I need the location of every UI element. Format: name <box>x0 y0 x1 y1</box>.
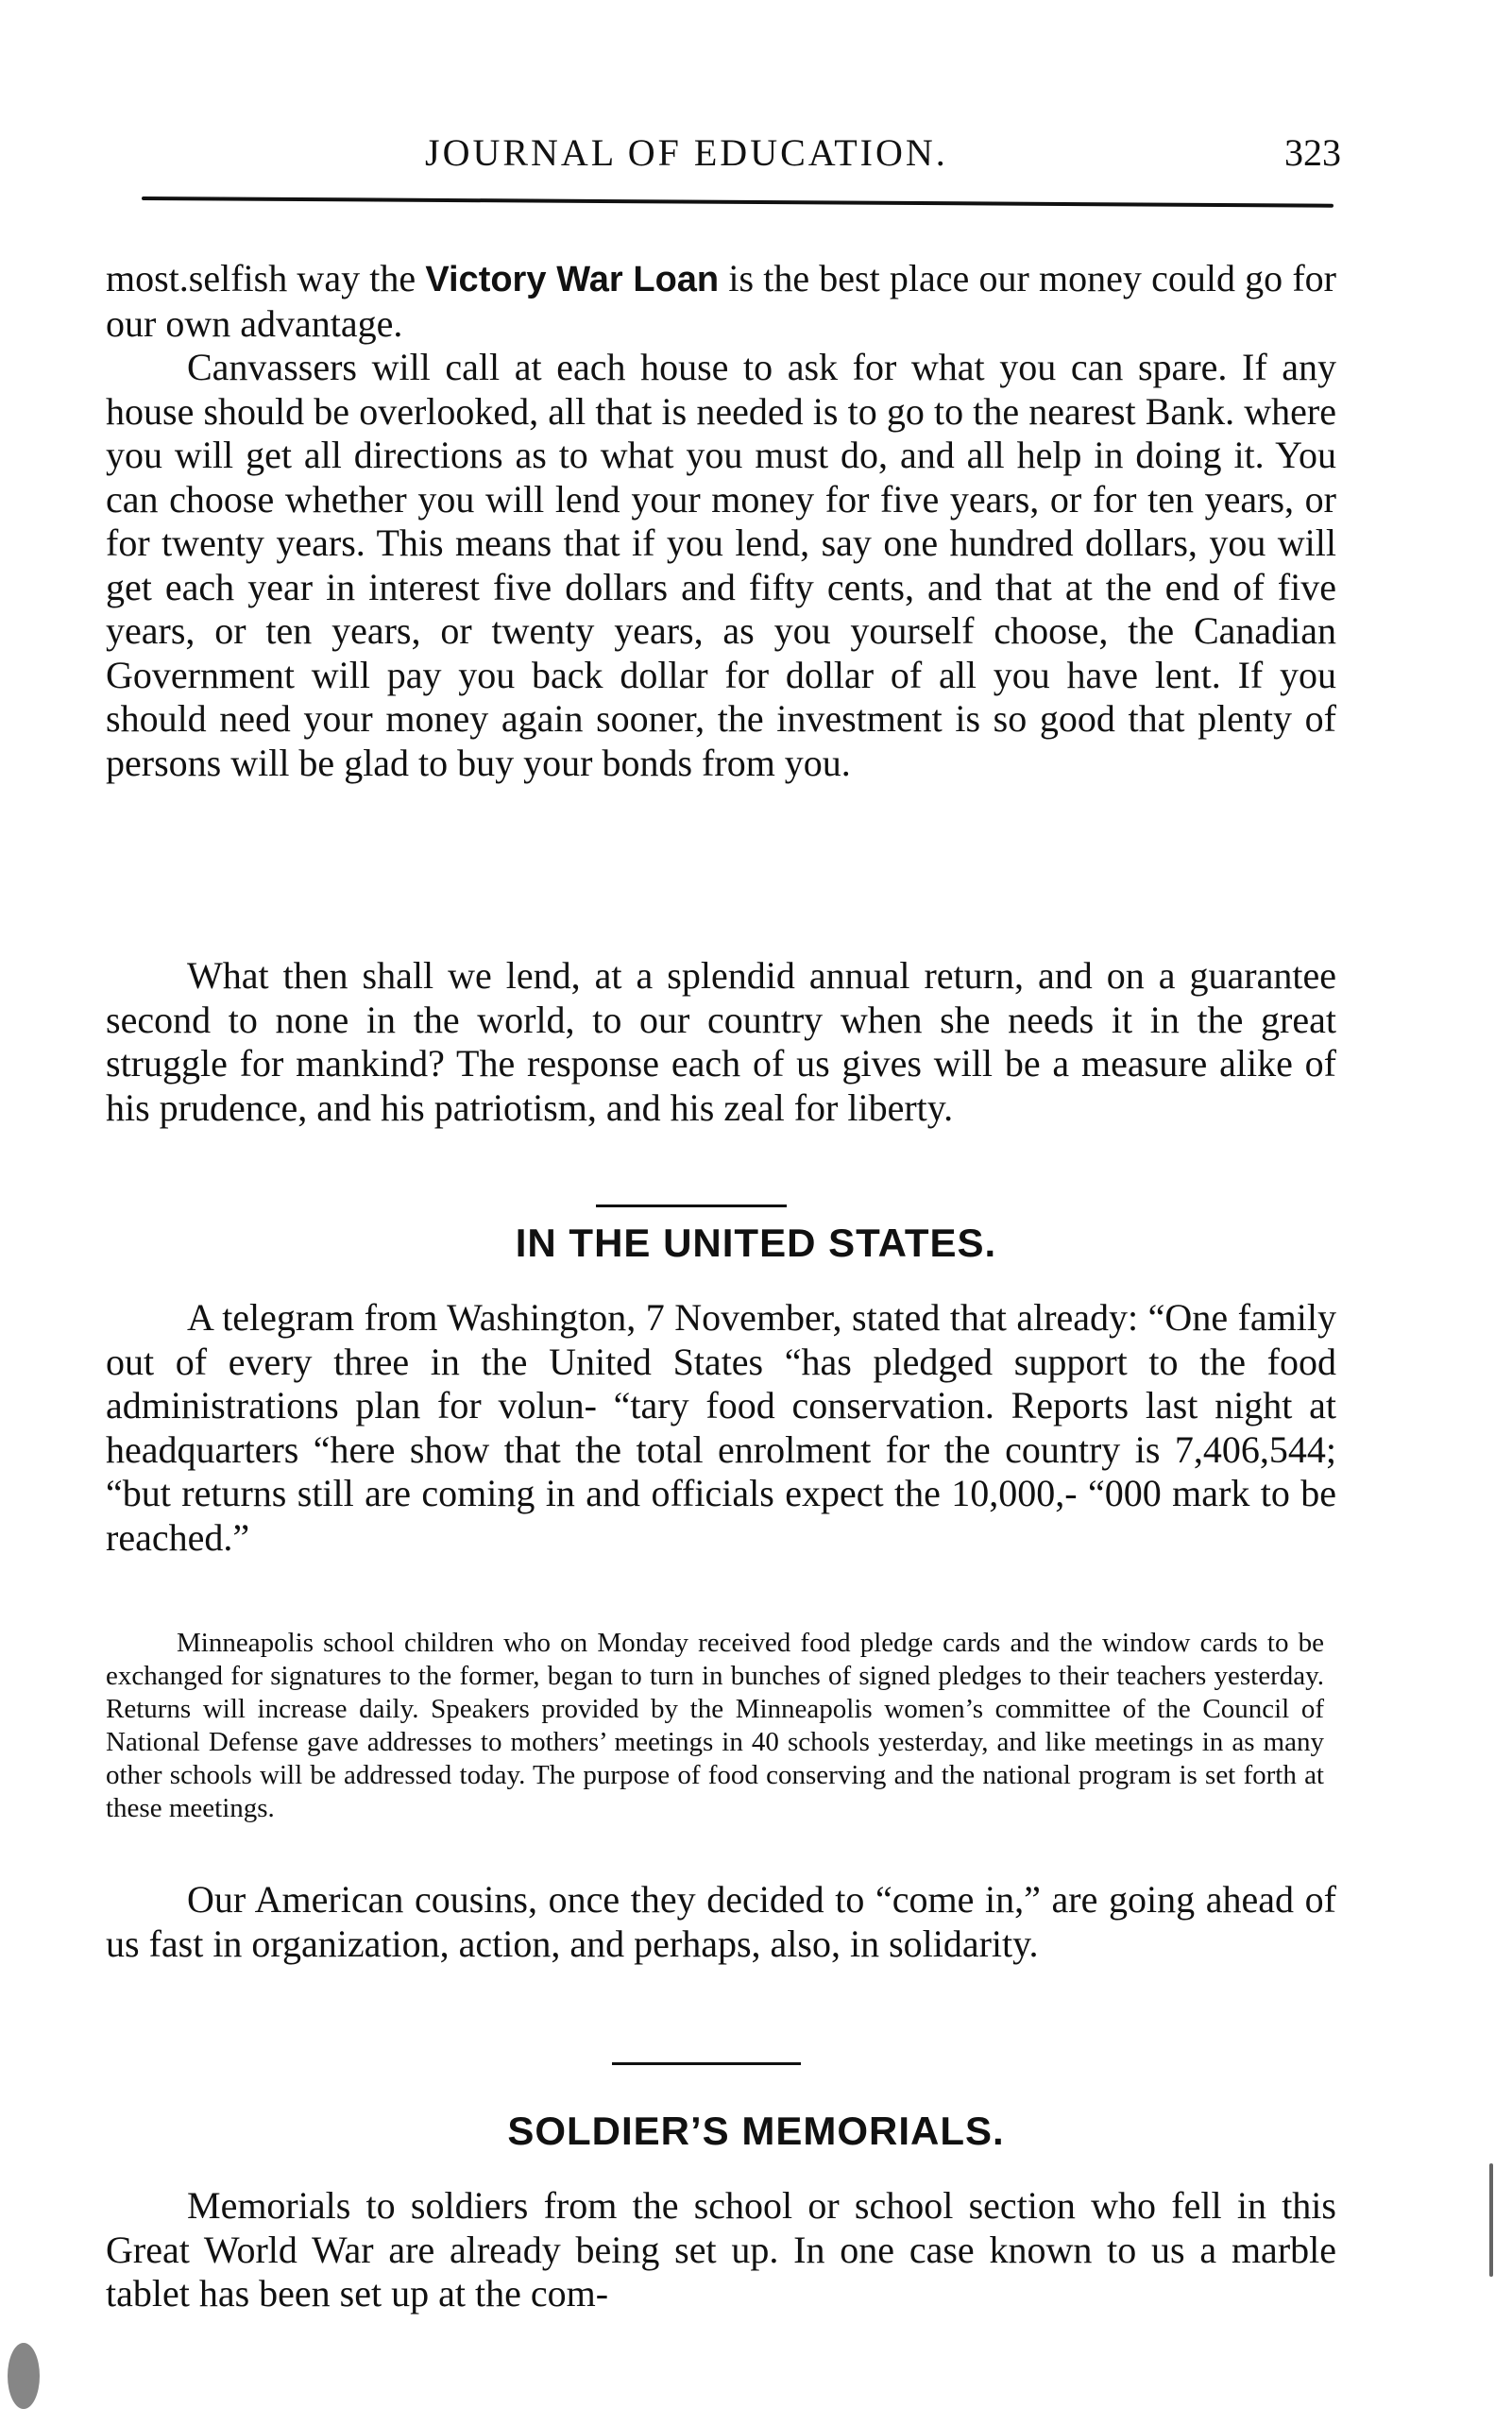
minneapolis-quote <box>106 1627 1324 1825</box>
page-number: 323 <box>1284 131 1341 174</box>
american-cousins-section <box>106 1878 1336 1966</box>
intro-p3-text: What then shall we lend, at a splendid annual return, and on a guarantee second to none in the world, to our country when she needs it in the great struggle for mankind? The response each of us gives will be a measure alike of his prudence, and his patriotism, and his zeal for liberty. <box>106 954 1336 1129</box>
memorials-paragraph <box>106 2184 1336 2316</box>
intro-closing-section <box>106 954 1336 1130</box>
section-divider-2 <box>612 2062 801 2065</box>
intro-paragraph-1 <box>106 257 1336 346</box>
intro-paragraph-2 <box>106 346 1336 785</box>
memorials-section <box>106 2184 1336 2316</box>
united-states-section <box>106 1296 1336 1560</box>
section-divider-1 <box>596 1204 787 1207</box>
telegram-text: A telegram from Washington, 7 November, stated that already: “One family out of every three in the United States “has pledged support to the food administrations plan for volun- “tary food conservation. Reports last night at headquarters “here show that the total enrolment for the country is 7,406,544; “but returns still are coming in and officials expect the 10,000,- “000 mark to be reached.” <box>106 1296 1336 1559</box>
scan-edge-mark <box>1489 2163 1493 2277</box>
intro-p1-end: is the best place our money could go for our own advantage. <box>106 257 1337 345</box>
running-head <box>142 121 1341 178</box>
intro-p1-start: most.selfish way the <box>106 257 426 299</box>
memorials-text: Memorials to soldiers from the school or school section who fell in this Great World War are already being set up. In one case known to us a marble tablet has been set up at the com- <box>106 2184 1336 2315</box>
american-cousins-text: Our American cousins, once they decided to “come in,” are going ahead of us fast in organization, action, and perhaps, also, in solidarity. <box>106 1878 1336 1965</box>
scan-smudge <box>8 2343 40 2409</box>
heading-united-states: IN THE UNITED STATES. <box>515 1221 997 1265</box>
minneapolis-quote-text: Minneapolis school children who on Monday received food pledge cards and the window cards to be exchanged for signatures to the former, began to turn in bunches of signed pledges to their teachers yesterday. Returns will increase daily. Speakers provided by the Minneapolis women’s committee of the Council of National Defense gave addresses to mothers’ meetings in 40 schools yesterday, and like meetings in as many other schools will be addressed today. The purpose of food conserving and the national program is set forth at these meetings. <box>106 1628 1324 1823</box>
intro-paragraph-3 <box>106 954 1336 1130</box>
intro-p2-text: Canvassers will call at each house to ask for what you can spare. If any house should be overlooked, all that is needed is to go to the nearest Bank. where you will get all directions as to what you must do, and all help in doing it. You can choose whether you will lend your money for five years, or for ten years, or for twenty years. This means that if you lend, say one hundred dollars, you will get each year in interest five dollars and fifty cents, and that at the end of five years, or ten years, or twenty years, as you yourself choose, the Canadian Government will pay you back dollar for dollar of all you have lent. If you should need your money again sooner, the investment is so good that plenty of persons will be glad to buy your bonds from you. <box>106 346 1336 784</box>
header-rule <box>142 196 1334 208</box>
intro-section <box>106 257 1336 785</box>
heading-soldiers-memorials: SOLDIER’S MEMORIALS. <box>507 2109 1005 2153</box>
victory-war-loan-bold: Victory War Loan <box>425 260 720 299</box>
journal-title: JOURNAL OF EDUCATION. <box>425 131 948 174</box>
american-cousins-paragraph <box>106 1878 1336 1966</box>
minneapolis-quote-text-block <box>106 1627 1324 1825</box>
telegram-paragraph <box>106 1296 1336 1560</box>
